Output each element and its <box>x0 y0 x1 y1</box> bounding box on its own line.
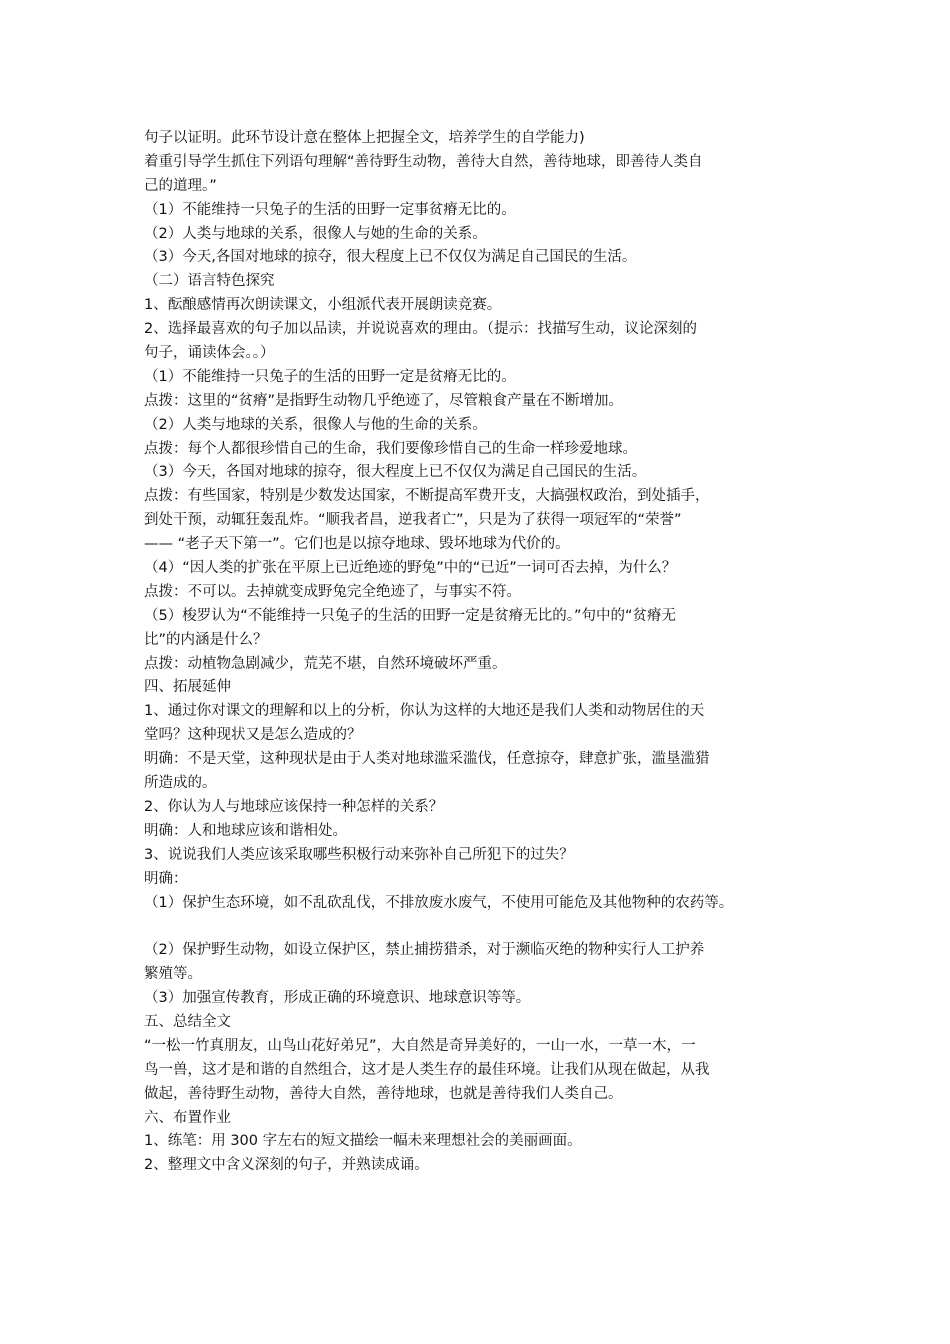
text-line: 着重引导学生抓住下列语句理解“善待野生动物，善待大自然，善待地球，即善待人类自 <box>144 153 703 170</box>
text-line: 到处干预，动辄狂轰乱炸。“顺我者昌，逆我者亡”，只是为了获得一项冠军的“荣誉” <box>144 512 682 529</box>
text-line: —— “老子天下第一”。它们也是以掠夺地球、毁坏地球为代价的。 <box>144 536 570 553</box>
text-line: “一松一竹真朋友，山鸟山花好弟兄”，大自然是奇异美好的，一山一水，一草一木，一 <box>144 1037 696 1054</box>
text-line: 2、你认为人与地球应该保持一种怎样的关系？ <box>144 798 444 815</box>
text-line: （2）人类与地球的关系，很像人与他的生命的关系。 <box>144 416 487 433</box>
text-line: 明确：人和地球应该和谐相处。 <box>144 822 347 839</box>
text-line: 点拨：有些国家，特别是少数发达国家，不断提高军费开支，大搞强权政治，到处插手， <box>144 488 710 505</box>
text-line: 鸟一兽，这才是和谐的自然组合，这才是人类生存的最佳环境。让我们从现在做起，从我 <box>144 1061 710 1078</box>
section-heading: 五、总结全文 <box>144 1013 231 1030</box>
text-line: （2）保护野生动物，如设立保护区，禁止捕捞猎杀，对于濒临灭绝的物种实行人工护养 <box>144 942 705 959</box>
text-line: 堂吗？这种现状又是怎么造成的？ <box>144 727 362 744</box>
text-line: （1）保护生态环境，如不乱砍乱伐，不排放废水废气，不使用可能危及其他物种的农药等。 <box>144 894 734 911</box>
text-line: 明确：不是天堂，这种现状是由于人类对地球滥采滥伐，任意掠夺，肆意扩张，滥垦滥猎 <box>144 751 710 768</box>
text-line: 点拨：动植物急剧减少，荒芜不堪，自然环境破坏严重。 <box>144 655 507 672</box>
text-line: 点拨：每个人都很珍惜自己的生命，我们要像珍惜自己的生命一样珍爱地球。 <box>144 440 637 457</box>
section-heading: 四、拓展延伸 <box>144 679 231 696</box>
blank-line <box>144 915 824 939</box>
text-line: 比”的内涵是什么？ <box>144 631 268 648</box>
text-line: 1、练笔：用 300 字左右的短文描绘一幅未来理想社会的美丽画面。 <box>144 1133 582 1150</box>
text-line: （1）不能维持一只兔子的生活的田野一定是贫瘠无比的。 <box>144 368 516 385</box>
text-line: 点拨：这里的“贫瘠”是指野生动物几乎绝迹了，尽管粮食产量在不断增加。 <box>144 392 624 409</box>
text-line: 明确： <box>144 870 188 887</box>
text-line: 所造成的。 <box>144 775 217 792</box>
text-line: （1）不能维持一只兔子的生活的田野一定事贫瘠无比的。 <box>144 201 516 218</box>
text-line: （3）今天，各国对地球的掠夺，很大程度上已不仅仅为满足自己国民的生活。 <box>144 464 647 481</box>
text-line: （4）“因人类的扩张在平原上已近绝迹的野兔”中的“已近”一词可否去掉，为什么？ <box>144 560 677 577</box>
text-line: 句子，诵读体会。。） <box>144 345 275 362</box>
section-heading: （二）语言特色探究 <box>144 273 275 290</box>
text-line: （3）加强宣传教育，形成正确的环境意识、地球意识等等。 <box>144 990 531 1007</box>
document-body <box>144 127 824 1178</box>
text-line: 己的道理。” <box>144 177 217 194</box>
text-line: （5）梭罗认为“不能维持一只兔子的生活的田野一定是贫瘠无比的。”句中的“贫瘠无 <box>144 607 677 624</box>
section-heading: 六、布置作业 <box>144 1109 231 1126</box>
text-line: 句子以证明。此环节设计意在整体上把握全文，培养学生的自学能力) <box>144 130 585 146</box>
text-line: 2、选择最喜欢的句子加以品读，并说说喜欢的理由。（提示：找描写生动，议论深刻的 <box>144 321 697 338</box>
text-line: 做起，善待野生动物，善待大自然，善待地球，也就是善待我们人类自己。 <box>144 1085 623 1102</box>
text-line: 1、酝酿感情再次朗读课文，小组派代表开展朗读竞赛。 <box>144 297 502 314</box>
text-line: 2、整理文中含义深刻的句子，并熟读成诵。 <box>144 1157 429 1174</box>
text-line: 3、说说我们人类应该采取哪些积极行动来弥补自己所犯下的过失？ <box>144 846 574 863</box>
text-line: （2）人类与地球的关系，很像人与她的生命的关系。 <box>144 225 487 242</box>
text-line: 点拨：不可以。去掉就变成野兔完全绝迹了，与事实不符。 <box>144 583 521 600</box>
text-line: 1、通过你对课文的理解和以上的分析，你认为这样的大地还是我们人类和动物居住的天 <box>144 703 705 720</box>
text-line: （3）今天,各国对地球的掠夺，很大程度上已不仅仅为满足自己国民的生活。 <box>144 249 637 266</box>
text-line: 繁殖等。 <box>144 966 202 983</box>
